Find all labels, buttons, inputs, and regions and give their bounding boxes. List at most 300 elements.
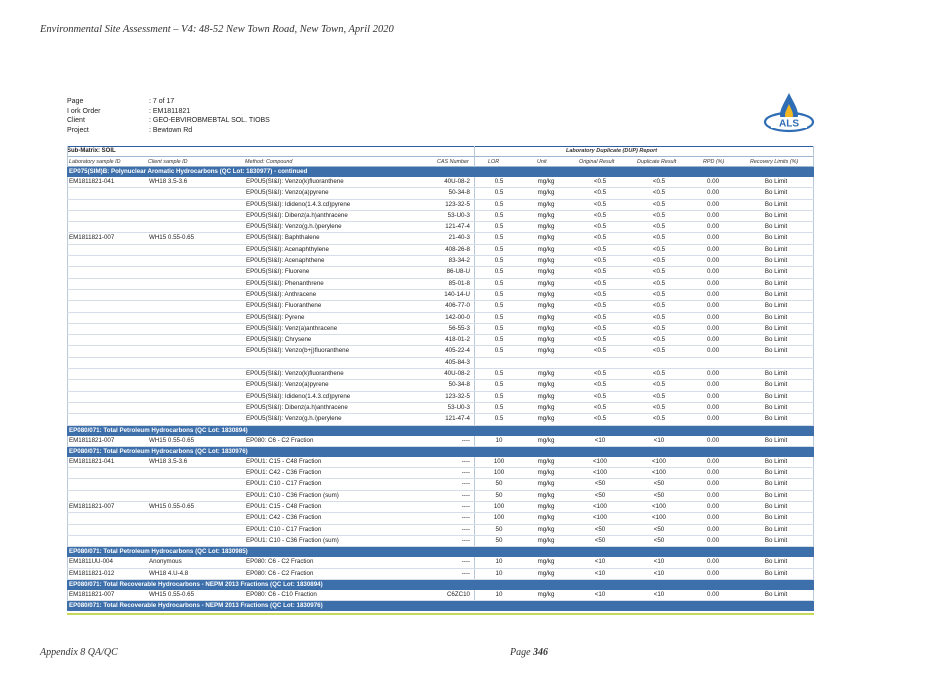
cell-dup: <50: [630, 524, 688, 535]
cell-cas: ----: [432, 468, 476, 479]
cell-lim: Bo Limit: [738, 490, 814, 501]
cell-method: EP0U1: C15 - C48 Fraction: [244, 502, 432, 513]
cell-client: [147, 513, 244, 524]
cell-lim: Bo Limit: [738, 289, 814, 300]
cell-lab: EM1811821-012: [67, 568, 147, 579]
cell-lim: Bo Limit: [738, 267, 814, 278]
cell-lor: 0.5: [476, 369, 522, 380]
cell-dup: <50: [630, 535, 688, 546]
cell-cas: ----: [432, 557, 476, 568]
cell-client: [147, 301, 244, 312]
table-row: [67, 369, 814, 380]
cell-lab: [67, 244, 147, 255]
cell-lor: 10: [476, 436, 522, 447]
cell-lim: Bo Limit: [738, 502, 814, 513]
cell-orig: [570, 357, 630, 368]
cell-lab: [67, 490, 147, 501]
cell-lor: 0.5: [476, 267, 522, 278]
cell-lor: 0.5: [476, 177, 522, 188]
cell-orig: <0.5: [570, 244, 630, 255]
table-row: [67, 346, 814, 357]
table-row: [67, 335, 814, 346]
cell-client: WH15 0.55-0.65: [147, 590, 244, 601]
cell-lab: [67, 468, 147, 479]
table-row: [67, 490, 814, 501]
cell-method: EP0U1: C15 - C48 Fraction: [244, 457, 432, 468]
cell-unit: mg/kg: [522, 535, 570, 546]
cell-method: EP0U1: C10 - C17 Fraction: [244, 524, 432, 535]
cell-method: EP0U5(SI&I): Fluorene: [244, 267, 432, 278]
cell-rpd: 0.00: [688, 468, 738, 479]
cell-lim: Bo Limit: [738, 301, 814, 312]
cell-lim: Bo Limit: [738, 568, 814, 579]
cell-lab: [67, 402, 147, 413]
cell-client: [147, 188, 244, 199]
als-logo-icon: [762, 91, 816, 137]
cell-orig: <10: [570, 568, 630, 579]
cell-dup: <0.5: [630, 323, 688, 334]
cell-client: WH15 0.55-0.65: [147, 233, 244, 244]
cell-dup: <0.5: [630, 222, 688, 233]
meta-value: : EM1811821: [149, 107, 191, 115]
table-row: [67, 278, 814, 289]
cell-orig: <0.5: [570, 233, 630, 244]
cell-orig: <0.5: [570, 369, 630, 380]
report-page: [67, 97, 814, 617]
cell-orig: <50: [570, 524, 630, 535]
cell-lab: [67, 256, 147, 267]
cell-lor: 0.5: [476, 346, 522, 357]
cell-client: [147, 335, 244, 346]
cell-method: EP0U5(SI&I): Fluoranthene: [244, 301, 432, 312]
cell-lim: Bo Limit: [738, 312, 814, 323]
table-row: [67, 357, 814, 368]
cell-unit: mg/kg: [522, 312, 570, 323]
section-title: EP080/071: Total Petroleum Hydrocarbons (QC Lot: 1830976): [67, 446, 814, 457]
cell-client: WH15 0.55-0.65: [147, 502, 244, 513]
col-cas: CAS Number: [437, 159, 469, 165]
cell-dup: <0.5: [630, 391, 688, 402]
cell-dup: <10: [630, 436, 688, 447]
section-header-row: [67, 425, 814, 436]
cell-lim: Bo Limit: [738, 323, 814, 334]
cell-rpd: 0.00: [688, 590, 738, 601]
table-row: [67, 590, 814, 601]
cell-method: EP0U1: C42 - C36 Fraction: [244, 468, 432, 479]
cell-method: EP080: C6 - C2 Fraction: [244, 568, 432, 579]
meta-row: [67, 107, 270, 117]
cell-orig: <0.5: [570, 188, 630, 199]
cell-lab: [67, 357, 147, 368]
cell-unit: mg/kg: [522, 346, 570, 357]
cell-lab: [67, 312, 147, 323]
cell-orig: <100: [570, 468, 630, 479]
cell-lor: 0.5: [476, 210, 522, 221]
col-lab-id: Laboratory sample ID: [69, 159, 121, 165]
cell-dup: <50: [630, 490, 688, 501]
cell-unit: mg/kg: [522, 222, 570, 233]
cell-method: EP0U5(SI&I): Anthracene: [244, 289, 432, 300]
cell-dup: <0.5: [630, 414, 688, 425]
cell-lor: 0.5: [476, 301, 522, 312]
cell-dup: [630, 357, 688, 368]
cell-client: [147, 289, 244, 300]
cell-rpd: 0.00: [688, 267, 738, 278]
cell-cas: 121-47-4: [432, 222, 476, 233]
cell-unit: mg/kg: [522, 278, 570, 289]
cell-unit: mg/kg: [522, 188, 570, 199]
table-row: [67, 391, 814, 402]
cell-client: [147, 267, 244, 278]
cell-orig: <100: [570, 502, 630, 513]
cell-client: [147, 524, 244, 535]
table-row: [67, 502, 814, 513]
cell-orig: <50: [570, 535, 630, 546]
cell-client: [147, 278, 244, 289]
cell-lor: 0.5: [476, 222, 522, 233]
meta-row: [67, 126, 270, 136]
cell-unit: mg/kg: [522, 335, 570, 346]
cell-lim: Bo Limit: [738, 346, 814, 357]
table-row: [67, 312, 814, 323]
cell-method: EP0U1: C42 - C36 Fraction: [244, 513, 432, 524]
cell-lim: Bo Limit: [738, 468, 814, 479]
cell-unit: mg/kg: [522, 233, 570, 244]
cell-lim: Bo Limit: [738, 369, 814, 380]
cell-dup: <10: [630, 568, 688, 579]
cell-orig: <100: [570, 457, 630, 468]
cell-unit: mg/kg: [522, 244, 570, 255]
cell-client: [147, 346, 244, 357]
cell-rpd: 0.00: [688, 490, 738, 501]
section-header-row: [67, 579, 814, 590]
cell-client: [147, 222, 244, 233]
cell-method: EP0U5(SI&I): Acenaphthene: [244, 256, 432, 267]
cell-lab: [67, 346, 147, 357]
cell-cas: 408-26-8: [432, 244, 476, 255]
cell-unit: mg/kg: [522, 502, 570, 513]
table-row: [67, 380, 814, 391]
cell-lor: 50: [476, 524, 522, 535]
table-row: [67, 199, 814, 210]
cell-cas: ----: [432, 479, 476, 490]
cell-unit: mg/kg: [522, 267, 570, 278]
cell-client: WH18 3.5-3.6: [147, 457, 244, 468]
cell-lab: [67, 369, 147, 380]
cell-lim: Bo Limit: [738, 402, 814, 413]
cell-lim: Bo Limit: [738, 457, 814, 468]
cell-lab: [67, 289, 147, 300]
cell-dup: <10: [630, 557, 688, 568]
cell-orig: <0.5: [570, 289, 630, 300]
cell-orig: <10: [570, 590, 630, 601]
cell-lor: 10: [476, 590, 522, 601]
cell-dup: <0.5: [630, 312, 688, 323]
cell-client: Anonymous: [147, 557, 244, 568]
col-unit: Unit: [537, 159, 547, 165]
cell-method: EP0U5(SI&I): Venzo(k)fluoranthene: [244, 177, 432, 188]
cell-rpd: 0.00: [688, 391, 738, 402]
cell-lim: Bo Limit: [738, 210, 814, 221]
cell-unit: mg/kg: [522, 369, 570, 380]
section-header-row: [67, 601, 814, 612]
table-row: [67, 289, 814, 300]
cell-rpd: 0.00: [688, 256, 738, 267]
cell-lab: EM1811821-007: [67, 590, 147, 601]
cell-lab: [67, 278, 147, 289]
cell-client: [147, 380, 244, 391]
meta-value: : 7 of 17: [149, 98, 175, 105]
cell-client: [147, 323, 244, 334]
cell-rpd: 0.00: [688, 369, 738, 380]
cell-client: [147, 402, 244, 413]
cell-cas: 123-32-5: [432, 199, 476, 210]
cell-method: EP0U5(SI&I): Dibenz(a.h)anthracene: [244, 402, 432, 413]
cell-method: EP0U5(SI&I): Idideno(1.4.3.cd)pyrene: [244, 391, 432, 402]
cell-lor: 0.5: [476, 199, 522, 210]
cell-orig: <0.5: [570, 402, 630, 413]
cell-method: EP0U5(SI&I): Venz(a)anthracene: [244, 323, 432, 334]
cell-client: [147, 357, 244, 368]
table-row: [67, 535, 814, 546]
col-original: Original Result: [579, 159, 615, 165]
cell-lab: EM1811821-007: [67, 502, 147, 513]
cell-unit: mg/kg: [522, 199, 570, 210]
meta-value: : Bewtown Rd: [149, 126, 193, 134]
table-row: [67, 210, 814, 221]
cell-client: [147, 468, 244, 479]
cell-lab: EM1811821-007: [67, 436, 147, 447]
cell-cas: 142-00-0: [432, 312, 476, 323]
cell-client: [147, 535, 244, 546]
cell-method: EP0U5(SI&I): Pyrene: [244, 312, 432, 323]
cell-unit: mg/kg: [522, 490, 570, 501]
cell-lab: [67, 414, 147, 425]
table-row: [67, 323, 814, 334]
cell-orig: <0.5: [570, 278, 630, 289]
cell-dup: <0.5: [630, 402, 688, 413]
cell-cas: ----: [432, 568, 476, 579]
cell-rpd: 0.00: [688, 414, 738, 425]
cell-orig: <0.5: [570, 380, 630, 391]
cell-rpd: 0.00: [688, 346, 738, 357]
cell-cas: 405-22-4: [432, 346, 476, 357]
cell-rpd: 0.00: [688, 301, 738, 312]
table-row: [67, 557, 814, 568]
cell-lim: Bo Limit: [738, 278, 814, 289]
table-row: [67, 256, 814, 267]
cell-client: [147, 210, 244, 221]
cell-lab: [67, 199, 147, 210]
cell-cas: ----: [432, 502, 476, 513]
cell-method: EP0U1: C10 - C36 Fraction (sum): [244, 535, 432, 546]
cell-lor: 0.5: [476, 244, 522, 255]
cell-rpd: 0.00: [688, 513, 738, 524]
document-footer: Appendix 8 QA/QC: [40, 647, 118, 658]
cell-cas: 121-47-4: [432, 414, 476, 425]
cell-rpd: 0.00: [688, 222, 738, 233]
cell-lor: 0.5: [476, 289, 522, 300]
bottom-rule: [67, 613, 814, 615]
cell-orig: <0.5: [570, 199, 630, 210]
table-row: [67, 468, 814, 479]
cell-cas: 56-55-3: [432, 323, 476, 334]
cell-dup: <0.5: [630, 188, 688, 199]
cell-lim: Bo Limit: [738, 590, 814, 601]
cell-orig: <50: [570, 479, 630, 490]
cell-dup: <0.5: [630, 244, 688, 255]
meta-value: : GEO-EBVIROBMEBTAL SOL. TIOBS: [149, 117, 270, 125]
table-row: [67, 457, 814, 468]
report-meta: [67, 97, 270, 135]
cell-cas: ----: [432, 436, 476, 447]
cell-orig: <100: [570, 513, 630, 524]
cell-lim: Bo Limit: [738, 222, 814, 233]
cell-unit: mg/kg: [522, 414, 570, 425]
cell-lab: [67, 380, 147, 391]
cell-client: [147, 369, 244, 380]
meta-key: Project: [67, 126, 89, 134]
cell-orig: <0.5: [570, 391, 630, 402]
cell-dup: <0.5: [630, 256, 688, 267]
cell-rpd: 0.00: [688, 380, 738, 391]
cell-cas: 85-01-8: [432, 278, 476, 289]
cell-lim: Bo Limit: [738, 524, 814, 535]
cell-orig: <0.5: [570, 335, 630, 346]
cell-rpd: 0.00: [688, 402, 738, 413]
cell-lab: [67, 479, 147, 490]
cell-method: EP0U1: C10 - C17 Fraction: [244, 479, 432, 490]
cell-unit: mg/kg: [522, 177, 570, 188]
cell-cas: ----: [432, 524, 476, 535]
cell-rpd: 0.00: [688, 524, 738, 535]
table-row: [67, 267, 814, 278]
cell-lim: Bo Limit: [738, 557, 814, 568]
cell-dup: <0.5: [630, 335, 688, 346]
cell-lor: 100: [476, 468, 522, 479]
cell-cas: ----: [432, 490, 476, 501]
cell-dup: <10: [630, 590, 688, 601]
cell-client: [147, 479, 244, 490]
cell-lor: 100: [476, 513, 522, 524]
meta-key: Client: [67, 117, 85, 125]
cell-client: [147, 244, 244, 255]
cell-unit: mg/kg: [522, 301, 570, 312]
cell-lim: Bo Limit: [738, 414, 814, 425]
cell-unit: mg/kg: [522, 524, 570, 535]
duplicate-report-title: Laboratory Duplicate (DUP) Report: [566, 148, 658, 154]
cell-lim: Bo Limit: [738, 335, 814, 346]
cell-lab: [67, 188, 147, 199]
cell-rpd: 0.00: [688, 502, 738, 513]
section-title: EP080/071: Total Petroleum Hydrocarbons (QC Lot: 1830985): [67, 547, 814, 558]
cell-orig: <0.5: [570, 267, 630, 278]
cell-cas: 53-U0-3: [432, 402, 476, 413]
cell-rpd: 0.00: [688, 312, 738, 323]
cell-unit: mg/kg: [522, 457, 570, 468]
sub-matrix-bar: [67, 146, 814, 156]
table-row: [67, 479, 814, 490]
section-header-row: [67, 446, 814, 457]
meta-row: [67, 116, 270, 126]
cell-unit: mg/kg: [522, 256, 570, 267]
cell-cas: 123-32-5: [432, 391, 476, 402]
cell-cas: ----: [432, 535, 476, 546]
cell-dup: <100: [630, 468, 688, 479]
cell-client: [147, 199, 244, 210]
meta-key: Page: [67, 98, 84, 105]
cell-orig: <0.5: [570, 222, 630, 233]
cell-lor: 50: [476, 490, 522, 501]
cell-dup: <100: [630, 502, 688, 513]
cell-client: [147, 391, 244, 402]
cell-lor: [476, 357, 522, 368]
cell-lor: 0.5: [476, 188, 522, 199]
cell-lor: 50: [476, 479, 522, 490]
cell-method: EP080: C6 - C10 Fraction: [244, 590, 432, 601]
cell-lab: [67, 267, 147, 278]
cell-unit: mg/kg: [522, 391, 570, 402]
cell-method: EP0U5(SI&I): Acenaphthylene: [244, 244, 432, 255]
cell-cas: 50-34-8: [432, 380, 476, 391]
section-title: EP080/071: Total Recoverable Hydrocarbons - NEPM 2013 Fractions (QC Lot: 1830894): [67, 579, 814, 590]
cell-method: EP0U5(SI&I): Venzo(b+j)fluoranthene: [244, 346, 432, 357]
cell-client: WH15 0.55-0.65: [147, 436, 244, 447]
cell-lab: [67, 524, 147, 535]
cell-method: EP080: C6 - C2 Fraction: [244, 557, 432, 568]
cell-orig: <50: [570, 490, 630, 501]
cell-cas: 40U-08-2: [432, 369, 476, 380]
cell-client: [147, 312, 244, 323]
table-row: [67, 188, 814, 199]
cell-orig: <0.5: [570, 346, 630, 357]
cell-rpd: 0.00: [688, 289, 738, 300]
cell-unit: mg/kg: [522, 380, 570, 391]
cell-lim: Bo Limit: [738, 177, 814, 188]
cell-orig: <10: [570, 557, 630, 568]
cell-rpd: 0.00: [688, 278, 738, 289]
cell-lim: Bo Limit: [738, 436, 814, 447]
document-header: Environmental Site Assessment – V4: 48-52 New Town Road, New Town, April 2020: [40, 24, 394, 35]
cell-unit: mg/kg: [522, 557, 570, 568]
cell-method: EP0U5(SI&I): Venzo(a)pyrene: [244, 380, 432, 391]
cell-lor: 0.5: [476, 278, 522, 289]
cell-cas: ----: [432, 457, 476, 468]
cell-rpd: 0.00: [688, 535, 738, 546]
cell-client: [147, 490, 244, 501]
col-duplicate: Duplicate Result: [637, 159, 677, 165]
cell-lab: [67, 535, 147, 546]
cell-lor: 0.5: [476, 402, 522, 413]
section-title: EP080/071: Total Petroleum Hydrocarbons (QC Lot: 1830894): [67, 425, 814, 436]
table-row: [67, 414, 814, 425]
cell-cas: 405-84-3: [432, 357, 476, 368]
col-limits: Recovery Limits (%): [750, 159, 799, 165]
cell-client: WH18 3.5-3.6: [147, 177, 244, 188]
cell-method: [244, 357, 432, 368]
cell-rpd: 0.00: [688, 177, 738, 188]
duplicate-results-table: [67, 167, 814, 611]
cell-rpd: [688, 357, 738, 368]
cell-dup: <0.5: [630, 369, 688, 380]
cell-orig: <0.5: [570, 177, 630, 188]
cell-unit: mg/kg: [522, 210, 570, 221]
cell-lab: EM1811UU-004: [67, 557, 147, 568]
cell-dup: <0.5: [630, 346, 688, 357]
col-lor: LOR: [488, 159, 500, 165]
cell-method: EP0U5(SI&I): Venzo(k)fluoranthene: [244, 369, 432, 380]
cell-lim: Bo Limit: [738, 188, 814, 199]
